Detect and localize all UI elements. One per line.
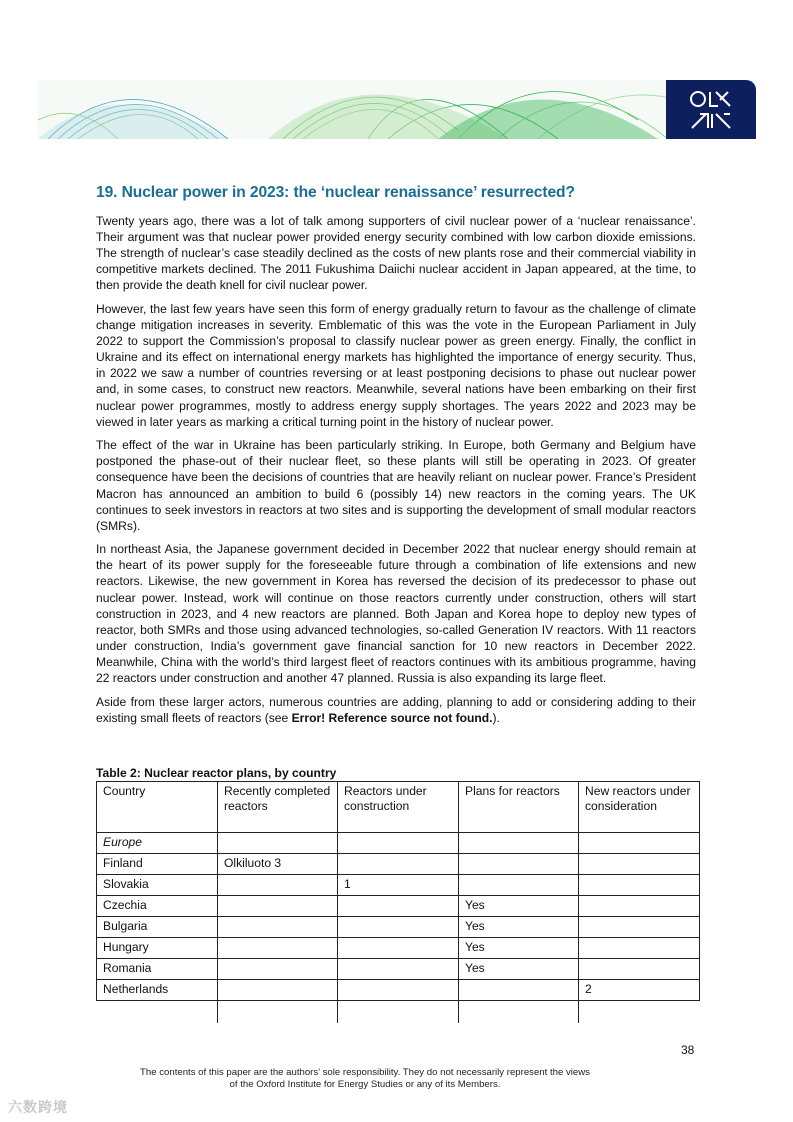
table-row [97, 833, 700, 854]
page-number: 38 [681, 1043, 695, 1057]
table-row [97, 980, 700, 1001]
table-cell [338, 833, 459, 854]
table-cell [459, 833, 579, 854]
table-cell [218, 896, 338, 917]
table-cell [338, 896, 459, 917]
table-cell: Olkiluoto 3 [218, 854, 338, 875]
empty-cell [579, 1001, 700, 1024]
table-row [97, 896, 700, 917]
table-cell: Czechia [97, 896, 218, 917]
table-cell [338, 959, 459, 980]
table-caption: Table 2: Nuclear reactor plans, by country [96, 766, 337, 780]
header-banner [38, 80, 756, 139]
disclaimer-line: The contents of this paper are the authors’ sole responsibility. They do not necessarily represent the views [140, 1067, 590, 1078]
paragraph-text: Aside from these larger actors, numerous countries are adding, planning to add or considering adding to their existing small fleets of reactors (see [96, 694, 696, 725]
header-cell: New reactors under consideration [579, 782, 700, 833]
table-cell [338, 938, 459, 959]
table-header-row [97, 782, 700, 833]
table-cell: Yes [459, 959, 579, 980]
paragraph: Twenty years ago, there was a lot of talk among supporters of civil nuclear power of a ‘nuclear renaissance’. Their argument was that nuclear power provided energy security combined with low carbon dioxide emissions. The strength of nuclear’s case steadily declined as the costs of new plants rose and their commercial viability in competitive markets declined. The 2011 Fukushima Daiichi nuclear accident in Japan appeared, at the time, to then provide the death knell for civil nuclear power. [96, 214, 696, 293]
watermark: 六数跨境 [8, 1099, 68, 1115]
table-row [97, 959, 700, 980]
table-cell [218, 917, 338, 938]
table-cell: Romania [97, 959, 218, 980]
empty-cell [97, 1001, 218, 1024]
table-cell [579, 854, 700, 875]
table-cell: Netherlands [97, 980, 218, 1001]
table-cell [579, 938, 700, 959]
table-cell [459, 980, 579, 1001]
table-row [97, 938, 700, 959]
table-cell [459, 854, 579, 875]
empty-cell [218, 1001, 338, 1024]
oies-logo [666, 80, 756, 139]
empty-cell [338, 1001, 459, 1024]
table-cell: 2 [579, 980, 700, 1001]
reactor-plans-table [96, 781, 700, 1023]
table-cell: Finland [97, 854, 218, 875]
table-cell [579, 917, 700, 938]
table-cell [218, 980, 338, 1001]
paragraph-text-end: ). [492, 710, 500, 725]
region-label-cell [97, 833, 218, 854]
table-cell [579, 959, 700, 980]
table-cell: 1 [338, 875, 459, 896]
table-continuation-row [97, 1001, 700, 1024]
broken-reference[interactable]: Error! Reference source not found. [291, 710, 493, 725]
table-cell: Yes [459, 917, 579, 938]
body-text [96, 213, 696, 733]
footer-disclaimer [100, 1067, 630, 1091]
header-cell: Reactors under construction [338, 782, 459, 833]
table-cell [338, 854, 459, 875]
table-cell [218, 959, 338, 980]
table-cell: Yes [459, 938, 579, 959]
table-cell: Bulgaria [97, 917, 218, 938]
wave-banner-graphic [38, 80, 756, 139]
table-row [97, 917, 700, 938]
table-row [97, 854, 700, 875]
table-cell: Yes [459, 896, 579, 917]
table-cell: Slovakia [97, 875, 218, 896]
paragraph: However, the last few years have seen this form of energy gradually return to favour as the challenge of climate change mitigation increases in severity. Emblematic of this was the vote in the European Parliament in July 2022 to support the Commission’s proposal to classify nuclear power as green energy. Finally, the conflict in Ukraine and its effect on international energy markets has highlighted the importance of energy security. Thus, in 2022 we saw a number of countries reversing or at least postponing decisions to phase out nuclear power and, in some cases, to construct new reactors. Meanwhile, several nations have been embarking on their first nuclear power programmes, mostly to address energy supply shortages. The years 2022 and 2023 may be viewed in later years as marking a critical turning point in the history of nuclear power. [96, 301, 696, 429]
table-cell [218, 833, 338, 854]
disclaimer-line: of the Oxford Institute for Energy Studies or any of its Members. [229, 1079, 501, 1090]
paragraph: The effect of the war in Ukraine has been particularly striking. In Europe, both Germany and Belgium have postponed the phase-out of their nuclear fleet, so these plants will still be operating in 2023. Of greater consequence have been the decisions of countries that are heavily reliant on nuclear power. France’s President Macron has announced an ambition to build 6 (possibly 14) new reactors in the coming years. The UK continues to seek investors in reactors at two sites and is supporting the development of small modular reactors (SMRs). [96, 438, 696, 533]
table-cell [218, 875, 338, 896]
table-cell [579, 833, 700, 854]
section-title: 19. Nuclear power in 2023: the ‘nuclear renaissance’ resurrected? [96, 184, 575, 201]
table-cell [338, 980, 459, 1001]
paragraph: In northeast Asia, the Japanese government decided in December 2022 that nuclear energy should remain at the heart of its power supply for the foreseeable future through a combination of life extensions and new reactors. Likewise, the new government in Korea has reversed the decision of its predecessor to phase out nuclear power. Instead, work will continue on those reactors currently under construction, others will start construction in 2023, and 4 new reactors are planned. Both Japan and Korea hope to deploy new types of reactor, both SMRs and those using advanced technologies, so-called Generation IV reactors. With 11 reactors under construction, India’s government gave financial sanction for 10 new reactors in December 2022. Meanwhile, China with the world’s third largest fleet of reactors continues with its ambitious programme, having 22 reactors under construction and another 47 planned. Russia is also expanding its large fleet. [96, 542, 696, 686]
table-cell [579, 875, 700, 896]
logo-icon [686, 88, 736, 132]
region-label: Europe [103, 835, 142, 849]
header-cell: Recently completed reactors [218, 782, 338, 833]
header-cell: Country [97, 782, 218, 833]
paragraph-with-reference [96, 694, 696, 726]
table-cell [459, 875, 579, 896]
header-cell: Plans for reactors [459, 782, 579, 833]
empty-cell [459, 1001, 579, 1024]
table-cell: Hungary [97, 938, 218, 959]
table-cell [218, 938, 338, 959]
table-cell [579, 896, 700, 917]
table-cell [338, 917, 459, 938]
table-row [97, 875, 700, 896]
